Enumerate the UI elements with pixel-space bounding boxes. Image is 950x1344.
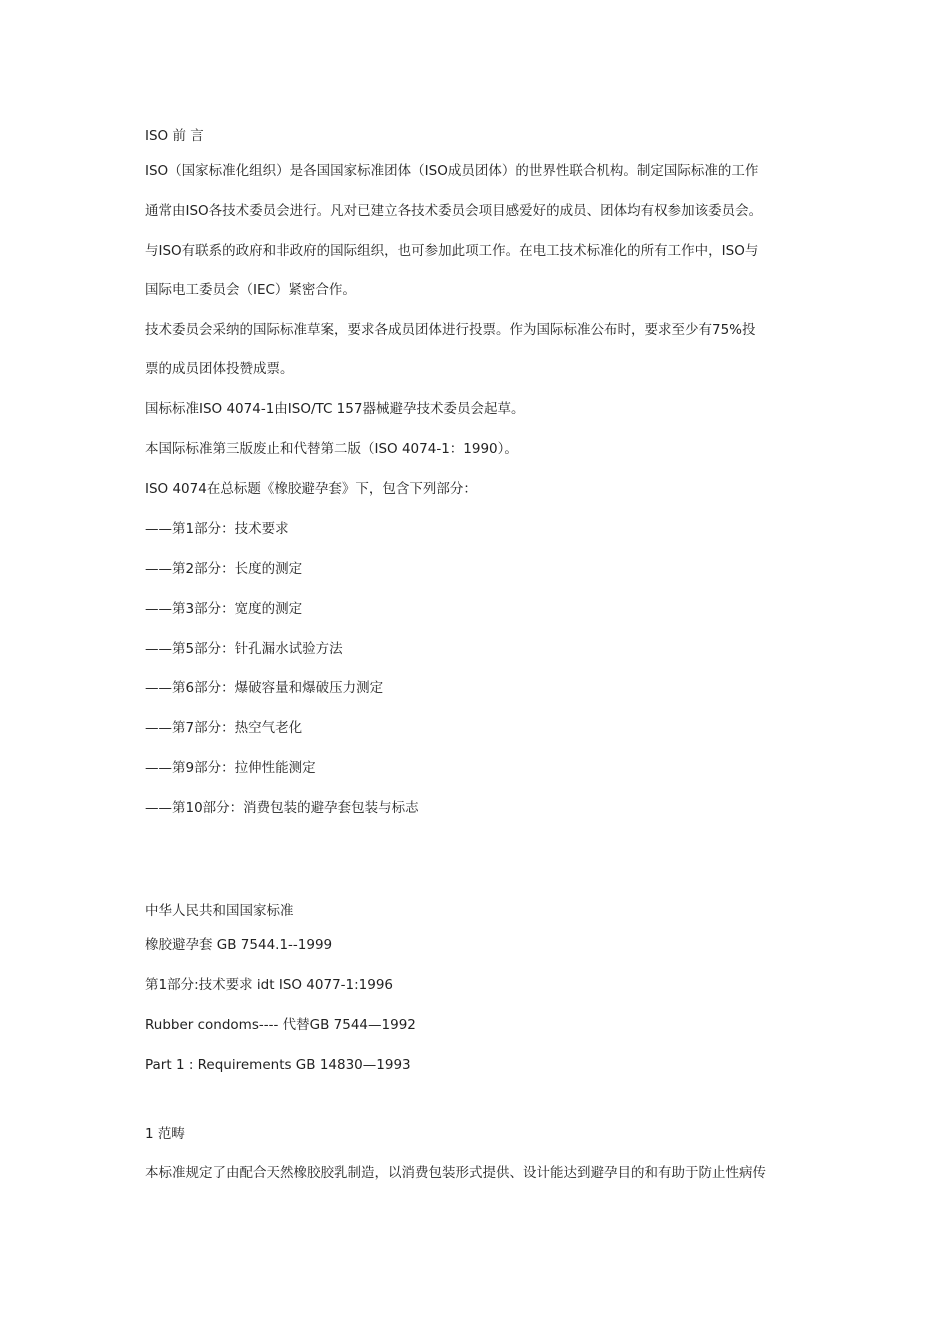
part-list-item: ——第3部分：宽度的测定 bbox=[145, 601, 303, 617]
foreword-heading: ISO 前 言 bbox=[145, 128, 204, 144]
part-list-item: ——第6部分：爆破容量和爆破压力测定 bbox=[145, 680, 384, 696]
part-list-item: ——第9部分：拉伸性能测定 bbox=[145, 760, 316, 776]
foreword-parts-intro: ISO 4074在总标题《橡胶避孕套》下，包含下列部分： bbox=[145, 481, 477, 497]
part-list-item: ——第2部分：长度的测定 bbox=[145, 561, 303, 577]
foreword-paragraph1-line2: 通常由ISO各技术委员会进行。凡对已建立各技术委员会项目感爱好的成员、团体均有权参加该委员会。 bbox=[145, 203, 763, 219]
foreword-drafted-by: 国标标准ISO 4074-1由ISO/TC 157器械避孕技术委员会起草。 bbox=[145, 401, 525, 417]
standard-country-line: 中华人民共和国国家标准 bbox=[145, 903, 294, 919]
foreword-supersedes: 本国际标准第三版废止和代替第二版（ISO 4074-1：1990）。 bbox=[145, 441, 518, 457]
foreword-paragraph2-line1: 技术委员会采纳的国际标准草案，要求各成员团体进行投票。作为国际标准公布时，要求至少有75%投 bbox=[145, 322, 756, 338]
foreword-paragraph1-line4: 国际电工委员会（IEC）紧密合作。 bbox=[145, 282, 356, 298]
standard-part-line: 第1部分:技术要求 idt ISO 4077-1:1996 bbox=[145, 977, 394, 993]
part-list-item: ——第5部分：针孔漏水试验方法 bbox=[145, 641, 343, 657]
foreword-paragraph1-line1: ISO（国家标准化组织）是各国国家标准团体（ISO成员团体）的世界性联合机构。制定国际标准的工作 bbox=[145, 163, 759, 179]
foreword-paragraph1-line3: 与ISO有联系的政府和非政府的国际组织，也可参加此项工作。在电工技术标准化的所有工作中，ISO与 bbox=[145, 243, 759, 259]
foreword-paragraph2-line2: 票的成员团体投赞成票。 bbox=[145, 361, 294, 377]
part-list-item: ——第1部分：技术要求 bbox=[145, 521, 289, 537]
standard-title-line: 橡胶避孕套 GB 7544.1--1999 bbox=[145, 937, 333, 953]
standard-english-title-line: Rubber condoms---- 代替GB 7544—1992 bbox=[145, 1017, 416, 1033]
standard-english-part-line: Part 1 : Requirements GB 14830—1993 bbox=[145, 1057, 411, 1073]
part-list-item: ——第7部分：热空气老化 bbox=[145, 720, 303, 736]
scope-text: 本标准规定了由配合天然橡胶胶乳制造，以消费包装形式提供、设计能达到避孕目的和有助于防止性病传 bbox=[145, 1165, 766, 1181]
part-list-item: ——第10部分：消费包装的避孕套包装与标志 bbox=[145, 800, 419, 816]
scope-heading: 1 范畴 bbox=[145, 1126, 185, 1142]
